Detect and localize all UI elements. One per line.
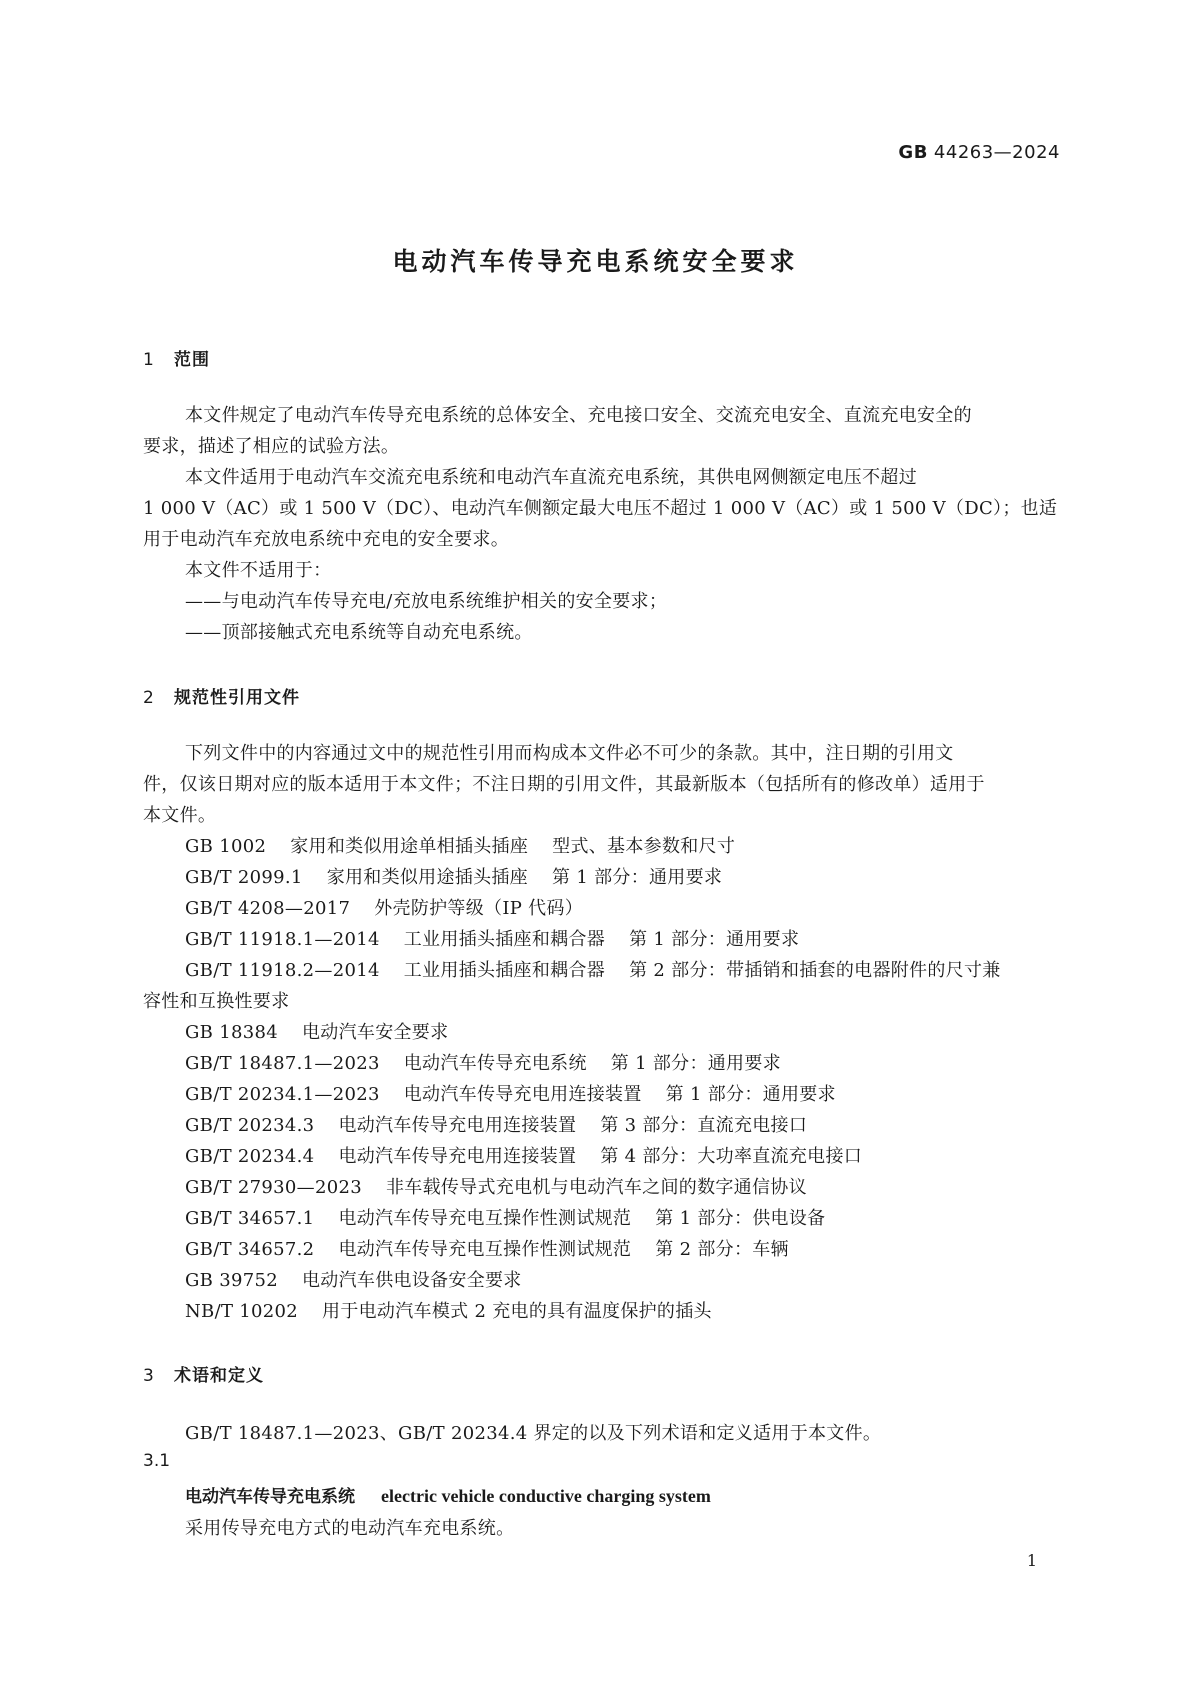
list-item: ——顶部接触式充电系统等自动充电系统。 bbox=[185, 622, 533, 643]
reference-item: GB/T 20234.1—2023 电动汽车传导充电用连接装置 第 1 部分：通用要求 bbox=[185, 1084, 836, 1105]
reference-item: GB/T 11918.1—2014 工业用插头插座和耦合器 第 1 部分：通用要求 bbox=[185, 929, 800, 950]
term-definition: 采用传导充电方式的电动汽车充电系统。 bbox=[185, 1518, 515, 1539]
list-item: ——与电动汽车传导充电/充放电系统维护相关的安全要求； bbox=[185, 591, 668, 612]
term-number: 3.1 bbox=[143, 1451, 171, 1471]
paragraph: 用于电动汽车充放电系统中充电的安全要求。 bbox=[143, 529, 509, 550]
page-number: 1 bbox=[1026, 1551, 1037, 1570]
paragraph: 本文件适用于电动汽车交流充电系统和电动汽车直流充电系统，其供电网侧额定电压不超过 bbox=[185, 467, 917, 488]
reference-item: GB/T 2099.1 家用和类似用途插头插座 第 1 部分：通用要求 bbox=[185, 867, 723, 888]
paragraph: 要求，描述了相应的试验方法。 bbox=[143, 436, 400, 457]
document-title: 电动汽车传导充电系统安全要求 bbox=[392, 247, 799, 276]
reference-item: NB/T 10202 用于电动汽车模式 2 充电的具有温度保护的插头 bbox=[185, 1301, 712, 1322]
reference-item: GB/T 34657.1 电动汽车传导充电互操作性测试规范 第 1 部分：供电设备 bbox=[185, 1208, 826, 1229]
reference-item: GB/T 27930—2023 非车载传导式充电机与电动汽车之间的数字通信协议 bbox=[185, 1177, 807, 1198]
reference-item: GB/T 20234.4 电动汽车传导充电用连接装置 第 4 部分：大功率直流充电接口 bbox=[185, 1146, 863, 1167]
section-2-heading: 2 规范性引用文件 bbox=[143, 688, 300, 708]
paragraph: GB/T 18487.1—2023、GB/T 20234.4 界定的以及下列术语和定义适用于本文件。 bbox=[185, 1423, 882, 1444]
reference-item: GB/T 20234.3 电动汽车传导充电用连接装置 第 3 部分：直流充电接口 bbox=[185, 1115, 808, 1136]
paragraph: 本文件。 bbox=[143, 805, 217, 826]
reference-item: GB/T 4208—2017 外壳防护等级（IP 代码） bbox=[185, 898, 584, 919]
reference-item: GB 18384 电动汽车安全要求 bbox=[185, 1022, 449, 1043]
standard-number: GB 44263—2024 bbox=[898, 142, 1060, 163]
paragraph: 件，仅该日期对应的版本适用于本文件；不注日期的引用文件，其最新版本（包括所有的修改单）适用于 bbox=[143, 774, 985, 795]
reference-continuation: 容性和互换性要求 bbox=[143, 991, 290, 1012]
section-1-heading: 1 范围 bbox=[143, 350, 210, 370]
term-heading: 电动汽车传导充电系统 electric vehicle conductive charging system bbox=[185, 1486, 711, 1507]
reference-item: GB/T 34657.2 电动汽车传导充电互操作性测试规范 第 2 部分：车辆 bbox=[185, 1239, 789, 1260]
reference-item: GB 39752 电动汽车供电设备安全要求 bbox=[185, 1270, 522, 1291]
reference-item: GB/T 18487.1—2023 电动汽车传导充电系统 第 1 部分：通用要求 bbox=[185, 1053, 781, 1074]
paragraph: 下列文件中的内容通过文中的规范性引用而构成本文件必不可少的条款。其中，注日期的引用文 bbox=[185, 743, 954, 764]
paragraph: 本文件不适用于： bbox=[185, 560, 332, 581]
paragraph: 本文件规定了电动汽车传导充电系统的总体安全、充电接口安全、交流充电安全、直流充电安全的 bbox=[185, 405, 972, 426]
paragraph: 1 000 V（AC）或 1 500 V（DC）、电动汽车侧额定最大电压不超过 1 000 V（AC）或 1 500 V（DC）；也适 bbox=[143, 498, 1058, 519]
reference-item: GB 1002 家用和类似用途单相插头插座 型式、基本参数和尺寸 bbox=[185, 836, 736, 857]
reference-item: GB/T 11918.2—2014 工业用插头插座和耦合器 第 2 部分：带插销和插套的电器附件的尺寸兼 bbox=[185, 960, 1001, 981]
section-3-heading: 3 术语和定义 bbox=[143, 1366, 264, 1386]
